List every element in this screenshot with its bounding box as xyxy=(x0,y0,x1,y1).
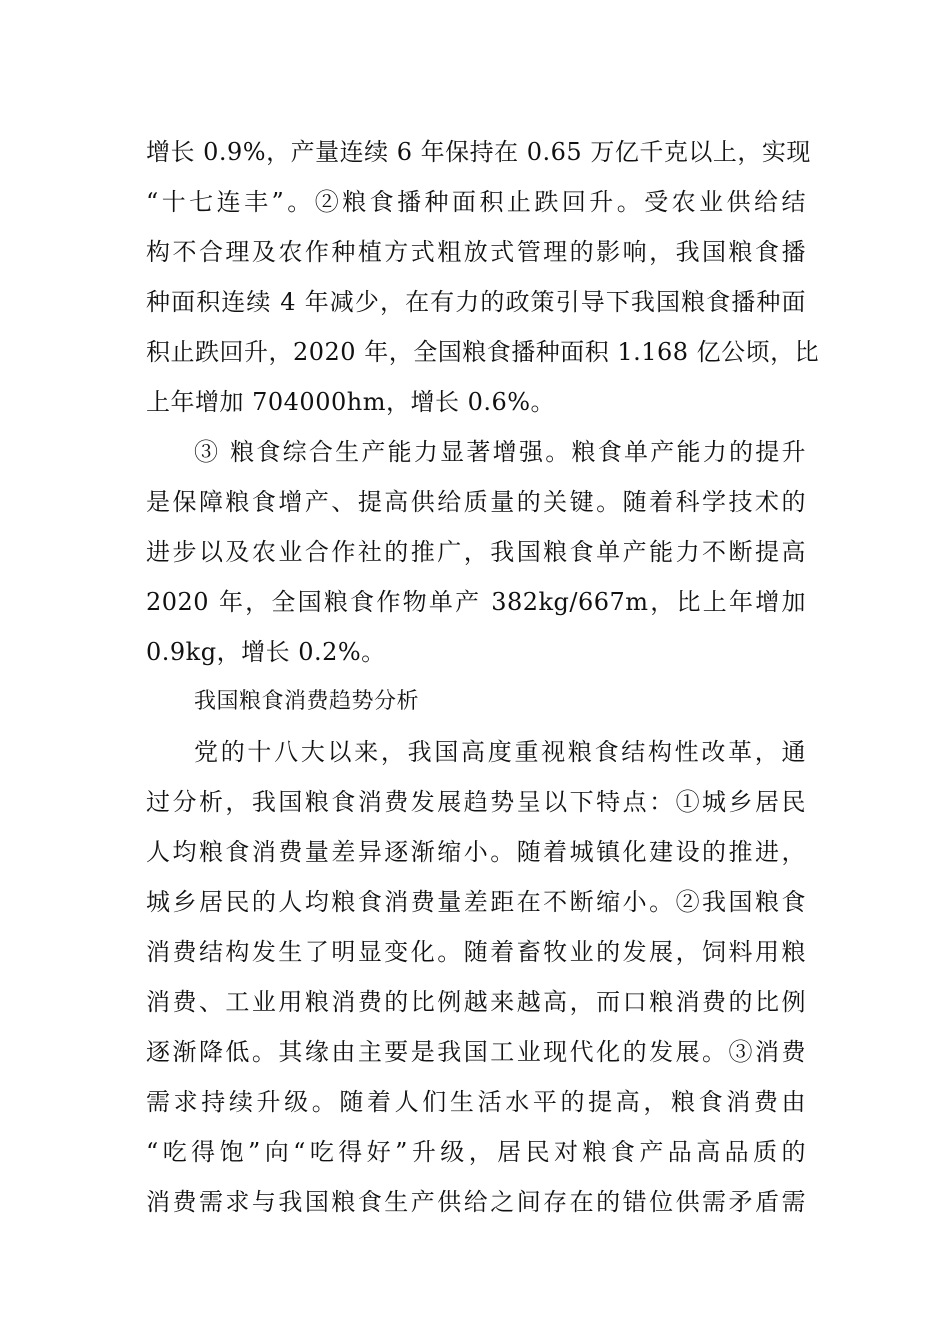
text-line: 过分析，我国粮食消费发展趋势呈以下特点：①城乡居民 xyxy=(146,788,806,816)
text-line: 增长 0.9%，产量连续 6 年保持在 0.65 万亿千克以上，实现 xyxy=(146,138,811,166)
text-line: 党的十八大以来，我国高度重视粮食结构性改革，通 xyxy=(194,738,806,766)
text-line: ③ 粮食综合生产能力显著增强。粮食单产能力的提升 xyxy=(194,438,806,466)
text-line: 人均粮食消费量差异逐渐缩小。随着城镇化建设的推进， xyxy=(146,838,806,866)
text-line: 0.9kg，增长 0.2%。 xyxy=(146,638,386,666)
text-line: 消费结构发生了明显变化。随着畜牧业的发展，饲料用粮 xyxy=(146,938,806,966)
section-heading: 我国粮食消费趋势分析 xyxy=(194,689,420,714)
text-line: 逐渐降低。其缘由主要是我国工业现代化的发展。③消费 xyxy=(146,1038,806,1066)
text-line: “十七连丰”。②粮食播种面积止跌回升。受农业供给结 xyxy=(146,188,806,216)
text-line: 是保障粮食增产、提高供给质量的关键。随着科学技术的 xyxy=(146,488,806,516)
text-line: 2020 年，全国粮食作物单产 382kg/667m，比上年增加 xyxy=(146,588,806,616)
text-line: 构不合理及农作种植方式粗放式管理的影响，我国粮食播 xyxy=(146,238,806,266)
text-line: 消费、工业用粮消费的比例越来越高，而口粮消费的比例 xyxy=(146,988,806,1016)
text-line: 种面积连续 4 年减少，在有力的政策引导下我国粮食播种面 xyxy=(146,288,806,316)
body-text xyxy=(146,127,820,1227)
text-line: 需求持续升级。随着人们生活水平的提高，粮食消费由 xyxy=(146,1088,806,1116)
text-line: 消费需求与我国粮食生产供给之间存在的错位供需矛盾需 xyxy=(146,1188,806,1216)
text-line: 上年增加 704000hm，增长 0.6%。 xyxy=(146,388,556,416)
text-line: 进步以及农业合作社的推广，我国粮食单产能力不断提高 xyxy=(146,538,806,566)
text-line: 积止跌回升，2020 年，全国粮食播种面积 1.168 亿公顷，比 xyxy=(146,338,820,366)
text-line: 城乡居民的人均粮食消费量差距在不断缩小。②我国粮食 xyxy=(146,888,806,916)
text-line: “吃得饱”向“吃得好”升级，居民对粮食产品高品质的 xyxy=(146,1138,806,1166)
